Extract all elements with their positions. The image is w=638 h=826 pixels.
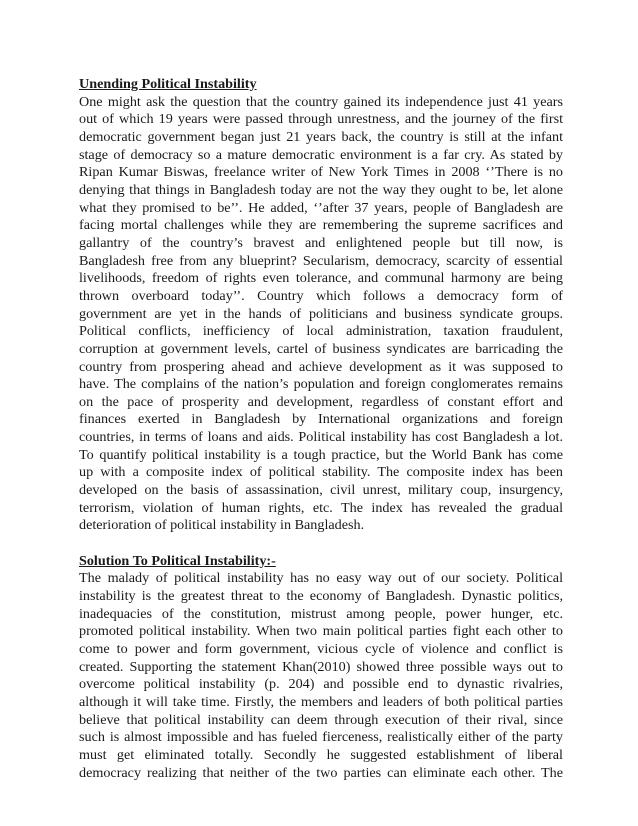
text-line: finances exerted in Bangladesh by International organizations and foreign (79, 411, 563, 428)
text-line: deterioration of political instability in Bangladesh. (79, 517, 365, 534)
text-line: Bangladesh free from any blueprint? Secularism, democracy, scarcity of essential (79, 252, 563, 269)
text-line: believe that political instability can deem through execution of their rival, since (79, 711, 563, 728)
text-line: developed on the basis of assassination, civil unrest, military coup, insurgency, (79, 482, 563, 499)
text-line: denying that things in Bangladesh today are not the way they ought to be, let alone (79, 181, 563, 198)
text-line: although it will take time. Firstly, the members and leaders of both political parties (79, 694, 563, 710)
text-line: country from prospering ahead and achieve development as it was supposed to (79, 358, 563, 375)
text-line: The malady of political instability has no easy way out of our society. Political (79, 570, 563, 587)
text-line: Ripan Kumar Biswas, freelance writer of New York Times in 2008 ‘’There is no (79, 164, 563, 181)
text-line: out of which 19 years were passed through unrestness, and the journey of the first (79, 111, 563, 128)
text-line: come to power and form government, vicious cycle of violence and conflict is (79, 641, 563, 658)
section-heading-solution: Solution To Political Instability:- (79, 552, 276, 569)
text-line: what they promised to be’’. He added, ‘’after 37 years, people of Bangladesh are (79, 199, 563, 216)
text-line: terrorism, violation of human rights, etc. The index has revealed the gradual (79, 499, 563, 516)
text-line: overcome political instability (p. 204) and possible end to dynastic rivalries, (79, 676, 563, 693)
text-line: up with a composite index of political stability. The composite index has been (79, 464, 563, 481)
text-line: instability is the greatest threat to the economy of Bangladesh. Dynastic politics, (79, 588, 563, 605)
section-heading-unending-political-instability: Unending Political Instability (79, 76, 257, 92)
document-body (79, 76, 563, 782)
text-line: livelihoods, freedom of rights even tolerance, and communal harmony are being (79, 270, 563, 287)
text-line: facing mortal challenges while they are remembering the supreme sacrifices and (79, 217, 563, 234)
text-line: created. Supporting the statement Khan(2010) showed three possible ways out to (79, 658, 563, 675)
text-line: inadequacies of the constitution, mistrust among people, power hunger, etc. (79, 605, 563, 622)
text-line: corruption at government levels, cartel of business syndicates are barricading the (79, 340, 563, 357)
text-line: on the pace of prosperity and development, regardless of constant effort and (79, 393, 563, 410)
text-line: countries, in terms of loans and aids. Political instability has cost Bangladesh a lot. (79, 429, 563, 446)
text-line: gallantry of the country’s bravest and enlightened people but till now, is (79, 234, 563, 251)
text-line: promoted political instability. When two main political parties fight each other to (79, 623, 563, 640)
text-line: democracy realizing that neither of the two parties can eliminate each other. The (79, 764, 563, 781)
text-line: Political conflicts, inefficiency of local administration, taxation fraudulent, (79, 323, 563, 340)
text-line: thrown overboard today’’. Country which follows a democracy form of (79, 287, 563, 304)
text-line: stage of democracy so a mature democratic environment is a far cry. As stated by (79, 146, 563, 163)
paragraph-gap (79, 535, 563, 553)
text-line: One might ask the question that the country gained its independence just 41 years (79, 93, 563, 110)
text-line: have. The complains of the nation’s population and foreign conglomerates remains (79, 376, 563, 393)
paragraph-political-instability (79, 94, 563, 535)
text-line: must get eliminated totally. Secondly he suggested establishment of liberal (79, 746, 563, 763)
text-line: government are yet in the hands of politicians and business syndicate groups. (79, 305, 563, 322)
paragraph-solution (79, 570, 563, 782)
text-line: democratic government began just 21 years back, the country is still at the infant (79, 128, 563, 145)
text-line: To quantify political instability is a tough practice, but the World Bank has come (79, 446, 563, 463)
text-line: such is almost impossible and has fueled fierceness, realistically either of the party (79, 729, 563, 746)
